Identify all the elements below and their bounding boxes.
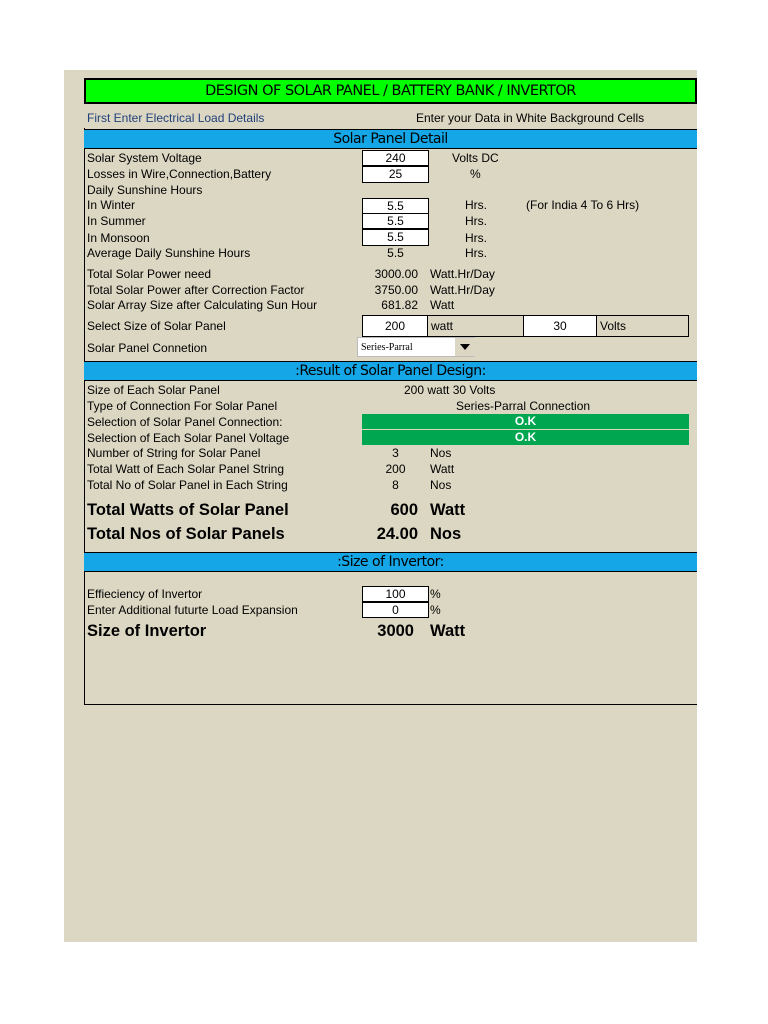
invertor-size-header: [84, 552, 697, 572]
result-design-header: [84, 361, 697, 381]
watt-string-value: 200: [385, 462, 406, 476]
total-power-value: 3000.00: [374, 267, 418, 281]
panel-connection-dropdown[interactable]: [357, 337, 475, 357]
sunshine-heading: Daily Sunshine Hours: [87, 183, 203, 197]
summer-unit: Hrs.: [465, 214, 487, 228]
invertor-size-unit: Watt: [430, 622, 466, 640]
losses-unit: %: [470, 167, 481, 181]
num-strings-value: 3: [392, 446, 399, 460]
sel-voltage-label: Selection of Each Solar Panel Voltage: [87, 431, 290, 445]
total-watts-unit: Watt: [430, 501, 466, 519]
winter-input[interactable]: 5.5: [362, 198, 429, 214]
solar-panel-detail-header: [84, 129, 697, 149]
section-title: Solar Panel Detail: [333, 131, 448, 147]
total-watts-value: 600: [390, 501, 418, 519]
summer-label: In Summer: [87, 214, 146, 228]
summer-input[interactable]: 5.5: [362, 213, 429, 229]
section-title: :Size of Invertor:: [337, 554, 444, 570]
panel-volt-unit: Volts: [600, 319, 627, 333]
corrected-power-value: 3750.00: [374, 283, 418, 297]
losses-input[interactable]: 25: [362, 166, 429, 183]
panel-watt-input[interactable]: 200: [362, 315, 428, 337]
frame-bottom-border: [84, 704, 697, 705]
panel-connection-label: Solar Panel Connetion: [87, 341, 208, 355]
title-bar: [84, 78, 697, 104]
india-hours-note: (For India 4 To 6 Hrs): [526, 198, 640, 212]
total-nos-label: Total Nos of Solar Panels: [87, 525, 285, 543]
each-panel-label: Size of Each Solar Panel: [87, 383, 220, 397]
num-strings-unit: Nos: [430, 446, 452, 460]
array-size-label: Solar Array Size after Calculating Sun Hour: [87, 298, 318, 312]
voltage-ok-badge: O.K: [362, 430, 689, 445]
watt-string-unit: Watt: [430, 462, 455, 476]
system-voltage-unit: Volts DC: [452, 151, 499, 165]
total-nos-unit: Nos: [430, 525, 462, 543]
total-nos-value: 24.00: [376, 525, 418, 543]
sel-connection-label: Selection of Solar Panel Connection:: [87, 415, 283, 429]
system-voltage-label: Solar System Voltage: [87, 151, 202, 165]
panel-connection-selected: Series-Parral: [361, 342, 413, 353]
corrected-power-unit: Watt.Hr/Day: [430, 283, 495, 297]
total-watts-label: Total Watts of Solar Panel: [87, 501, 289, 519]
monsoon-unit: Hrs.: [465, 231, 487, 245]
panels-string-unit: Nos: [430, 478, 452, 492]
load-details-note: First Enter Electrical Load Details: [87, 111, 265, 125]
losses-label: Losses in Wire,Connection,Battery: [87, 167, 272, 181]
average-unit: Hrs.: [465, 246, 487, 260]
invertor-size-label: Size of Invertor: [87, 622, 207, 640]
efficiency-unit: %: [430, 587, 441, 601]
input-instructions: Enter your Data in White Background Cells: [416, 111, 645, 125]
monsoon-input[interactable]: 5.5: [362, 229, 429, 246]
each-panel-value: 200 watt 30 Volts: [404, 383, 496, 397]
panel-watt-unit: watt: [431, 319, 454, 333]
dropdown-button[interactable]: [455, 338, 475, 356]
array-size-unit: Watt: [430, 298, 455, 312]
connection-ok-badge: O.K: [362, 414, 689, 429]
total-power-label: Total Solar Power need: [87, 267, 212, 281]
system-voltage-input[interactable]: 240: [362, 150, 429, 166]
winter-label: In Winter: [87, 198, 136, 212]
section-title: :Result of Solar Panel Design:: [295, 363, 486, 379]
connection-type-label: Type of Connection For Solar Panel: [87, 399, 278, 413]
efficiency-input[interactable]: 100: [362, 586, 429, 602]
corrected-power-label: Total Solar Power after Correction Factor: [87, 283, 305, 297]
winter-unit: Hrs.: [465, 198, 487, 212]
page-title: DESIGN OF SOLAR PANEL / BATTERY BANK / INVERTOR: [205, 83, 576, 99]
chevron-down-icon: [460, 344, 470, 350]
panels-string-label: Total No of Solar Panel in Each String: [87, 478, 288, 492]
monsoon-label: In Monsoon: [87, 231, 150, 245]
array-size-value: 681.82: [381, 298, 418, 312]
frame-left-border: [84, 128, 85, 705]
panels-string-value: 8: [392, 478, 399, 492]
panel-volt-input[interactable]: 30: [523, 315, 597, 337]
invertor-size-value: 3000: [377, 622, 414, 640]
average-value: 5.5: [387, 246, 404, 260]
num-strings-label: Number of String for Solar Panel: [87, 446, 261, 460]
expansion-unit: %: [430, 603, 441, 617]
connection-type-value: Series-Parral Connection: [456, 399, 591, 413]
efficiency-label: Effieciency of Invertor: [87, 587, 203, 601]
panel-size-label: Select Size of Solar Panel: [87, 319, 226, 333]
average-label: Average Daily Sunshine Hours: [87, 246, 251, 260]
total-power-unit: Watt.Hr/Day: [430, 267, 495, 281]
watt-string-label: Total Watt of Each Solar Panel String: [87, 462, 284, 476]
expansion-input[interactable]: 0: [362, 602, 429, 618]
expansion-label: Enter Additional futurte Load Expansion: [87, 603, 298, 617]
